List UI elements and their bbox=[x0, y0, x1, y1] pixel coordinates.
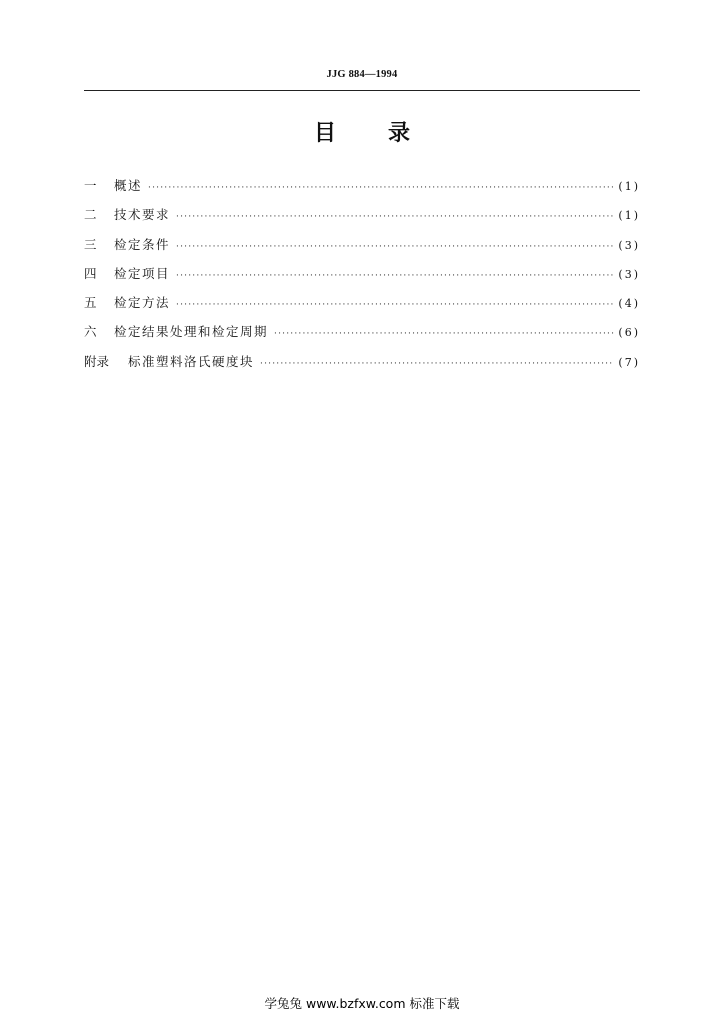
toc-entry-number: 五 bbox=[84, 295, 97, 311]
toc-entry-verification-items[interactable] bbox=[84, 264, 640, 293]
toc-entry-title: 检定结果处理和检定周期 bbox=[114, 324, 269, 340]
toc-entry-page: (1) bbox=[618, 209, 640, 223]
page-title bbox=[0, 120, 724, 148]
standard-code-header: JJG 884—1994 bbox=[326, 69, 398, 80]
toc-entry-overview[interactable] bbox=[84, 176, 640, 205]
toc-entry-page: (3) bbox=[618, 238, 640, 252]
toc-entry-number: 四 bbox=[84, 265, 97, 281]
toc-entry-title: 检定项目 bbox=[114, 265, 171, 281]
toc-dot-leader bbox=[274, 324, 614, 344]
toc-dot-leader bbox=[176, 295, 614, 315]
toc-entry-number: 二 bbox=[84, 207, 97, 223]
toc-entry-title: 检定条件 bbox=[114, 236, 171, 252]
toc-entry-page: (3) bbox=[618, 267, 640, 281]
toc-dot-leader bbox=[260, 354, 614, 374]
title-char-1: 目 bbox=[313, 121, 336, 146]
toc-entry-number: 一 bbox=[84, 178, 97, 193]
toc-entry-page: (7) bbox=[618, 355, 640, 369]
header-rule bbox=[84, 90, 640, 91]
toc-entry-title: 标准塑料洛氏硬度块 bbox=[128, 353, 255, 369]
toc-entry-result-handling-and-period[interactable] bbox=[84, 322, 640, 351]
watermark-footer: 学兔兔 www.bzfxw.com 标准下载 bbox=[264, 996, 460, 1011]
toc-entry-page: (1) bbox=[618, 180, 640, 193]
toc-entry-title: 检定方法 bbox=[114, 295, 171, 311]
toc-dot-leader bbox=[176, 207, 614, 227]
toc-dot-leader bbox=[176, 237, 614, 257]
toc-entry-technical-requirements[interactable] bbox=[84, 205, 640, 234]
title-char-2: 录 bbox=[388, 121, 411, 146]
toc-entry-title: 概述 bbox=[114, 178, 143, 193]
toc-entry-number: 六 bbox=[84, 324, 97, 340]
toc-entry-number: 三 bbox=[84, 236, 97, 252]
toc-entry-page: (6) bbox=[618, 326, 640, 340]
toc-dot-leader bbox=[148, 178, 614, 198]
toc-entry-page: (4) bbox=[618, 297, 640, 311]
toc-entry-number: 附录 bbox=[84, 353, 110, 369]
toc-dot-leader bbox=[176, 266, 614, 286]
toc-entry-title: 技术要求 bbox=[114, 207, 171, 223]
toc-entry-verification-conditions[interactable] bbox=[84, 235, 640, 264]
toc-entry-verification-methods[interactable] bbox=[84, 293, 640, 322]
table-of-contents bbox=[84, 176, 640, 381]
toc-entry-appendix[interactable] bbox=[84, 352, 640, 381]
